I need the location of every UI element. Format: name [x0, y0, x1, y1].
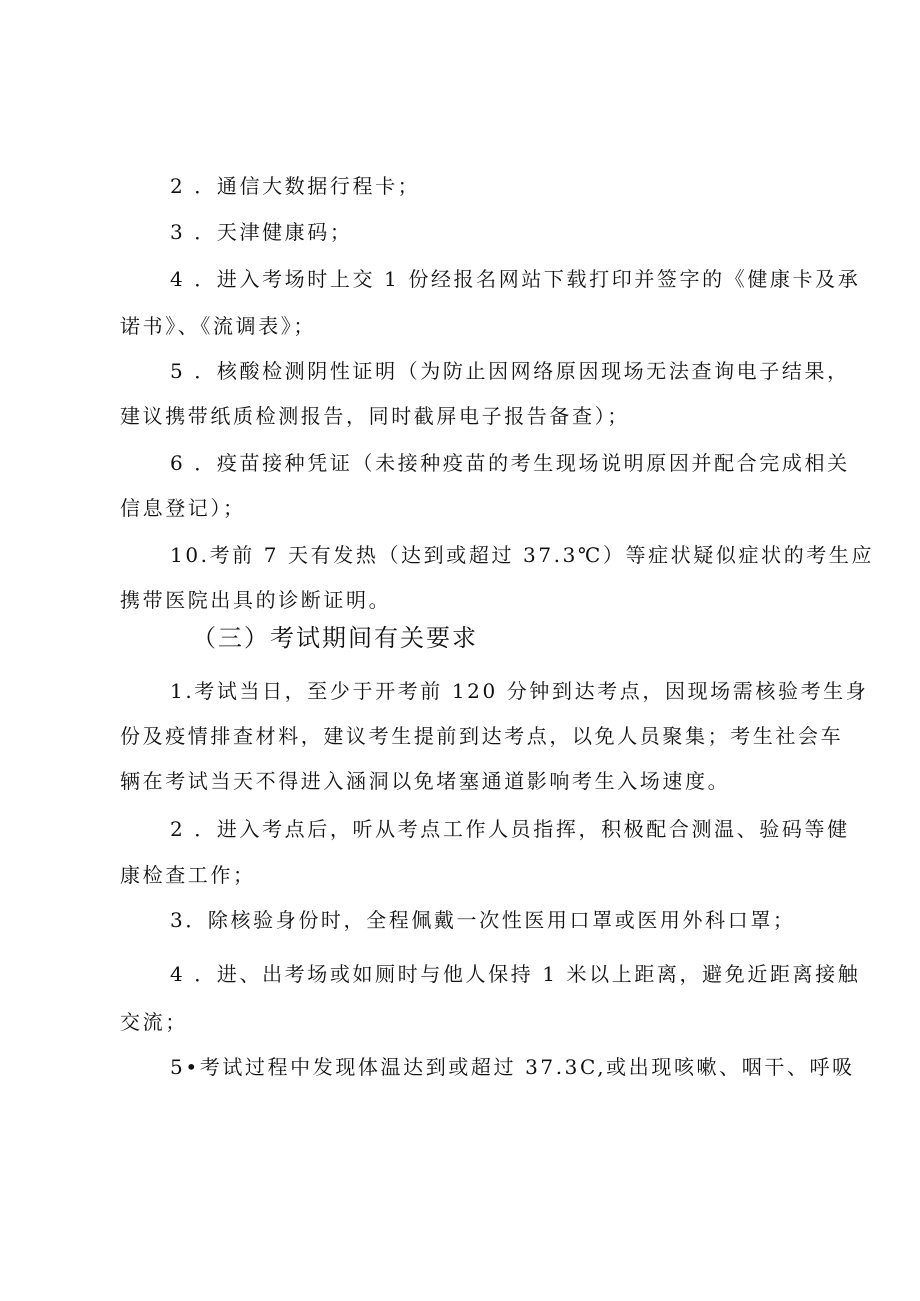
list-item-2-line-1: 2 ．通信大数据行程卡；: [170, 174, 421, 198]
req-item-1-line-1: 1.考试当日，至少于开考前 120 分钟到达考点，因现场需核验考生身: [170, 679, 869, 703]
req-item-5-line-1: 5•考试过程中发现体温达到或超过 37.3C,或出现咳嗽、咽干、呼吸: [170, 1055, 855, 1079]
list-item-4-line-1: 4 ．进入考场时上交 1 份经报名网站下载打印并签字的《健康卡及承: [170, 267, 861, 291]
section-heading: （三）考试期间有关要求: [192, 624, 478, 652]
req-item-1-line-2: 份及疫情排查材料，建议考生提前到达考点，以免人员聚集；考生社会车: [120, 724, 844, 748]
list-item-4-line-2: 诺书》、《流调表》；: [120, 314, 316, 338]
req-item-3-line-1: 3．除核验身份时，全程佩戴一次性医用口罩或医用外科口罩；: [170, 908, 796, 932]
list-item-5-line-2: 建议携带纸质检测报告，同时截屏电子报告备查）；: [120, 404, 630, 428]
req-item-1-line-3: 辆在考试当天不得进入涵洞以免堵塞通道影响考生入场速度。: [120, 769, 731, 793]
list-item-10-line-1: 10.考前 7 天有发热（达到或超过 37.3℃）等症状疑似症状的考生应: [170, 543, 875, 567]
list-item-3-line-1: 3 ．天津健康码；: [170, 220, 353, 244]
list-item-6-line-1: 6 ．疫苗接种凭证（未接种疫苗的考生现场说明原因并配合完成相关: [170, 451, 850, 475]
list-item-5-line-1: 5 ．核酸检测阴性证明（为防止因网络原因现场无法查询电子结果，: [170, 359, 850, 383]
list-item-10-line-2: 携带医院出具的诊断证明。: [120, 588, 392, 612]
list-item-6-line-2: 信息登记）；: [120, 496, 246, 520]
req-item-2-line-1: 2 ．进入考点后，听从考点工作人员指挥，积极配合测温、验码等健: [170, 817, 850, 841]
req-item-4-line-1: 4 ．进、出考场或如厕时与他人保持 1 米以上距离，避免近距离接触: [170, 962, 861, 986]
req-item-2-line-2: 康检查工作；: [120, 863, 256, 887]
req-item-4-line-2: 交流；: [120, 1010, 188, 1034]
